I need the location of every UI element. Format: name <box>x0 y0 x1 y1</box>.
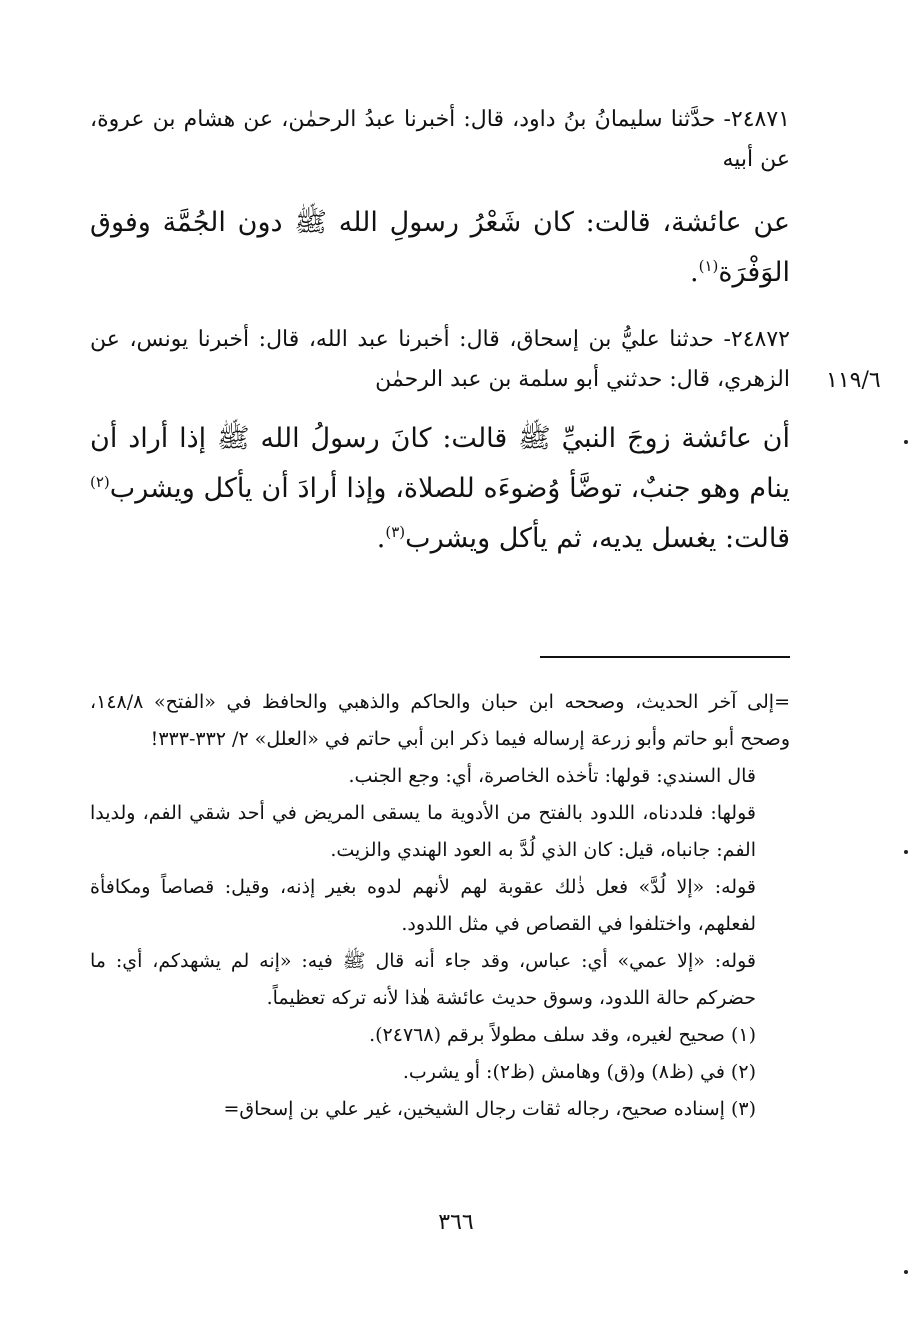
footnote-3: (٣) إسناده صحيح، رجاله ثقات رجال الشيخين، غير علي بن إسحاق= <box>223 1098 756 1120</box>
scan-speck <box>904 440 908 444</box>
sindi-comment-1: قال السندي: قولها: تأخذه الخاصرة، أي: وجع الجنب. <box>348 765 756 787</box>
footnote-separator-rule <box>540 656 790 658</box>
sindi-comment-3: قوله: «إلا لُدَّ» فعل ذٰلك عقوبة لهم لأنهم لدوه بغير إذنه، وقيل: قصاصاً ومكافأة لفعلهم، واختلفوا في القصاص في مثل اللدود. <box>90 876 756 935</box>
footnote-marker-3: (٣) <box>385 523 406 541</box>
footnote-1: (١) صحيح لغيره، وقد سلف مطولاً برقم (٢٤٧٦٨). <box>369 1024 756 1046</box>
hadith-24871-chain <box>90 100 790 180</box>
footnote-marker-1: (١) <box>698 257 719 275</box>
footnote-continuation: =إلى آخر الحديث، وصححه ابن حبان والحاكم والذهبي والحافظ في «الفتح» ١٤٨/٨، وصحح أبو حاتم وأبو زرعة إرساله فيما ذكر ابن أبي حاتم في «العلل» ٢/ ٣٣٢-٣٣٣! <box>90 691 790 750</box>
hadith-24871-chain-text: ٢٤٨٧١- حدَّثنا سليمانُ بنُ داود، قال: أخبرنا عبدُ الرحمٰن، عن هشام بن عروة، عن أبيه <box>90 107 790 172</box>
hadith-24872-matn-part2: قالت: يغسل يديه، ثم يأكل ويشرب <box>405 523 790 554</box>
footnote-2: (٢) في (ظ٨) و(ق) وهامش (ظ٢): أو يشرب. <box>402 1061 756 1083</box>
hadith-24872-chain <box>90 320 790 400</box>
page-number: ٣٦٦ <box>438 1210 474 1235</box>
footnote-marker-2: (٢) <box>90 473 110 491</box>
hadith-24872-matn <box>90 414 790 564</box>
hadith-24872-chain-text: ٢٤٨٧٢- حدثنا عليُّ بن إسحاق، قال: أخبرنا عبد الله، قال: أخبرنا يونس، عن الزهري، قال: حدثني أبو سلمة بن عبد الرحمٰن <box>90 327 790 392</box>
hadith-24871-matn <box>90 198 790 298</box>
hadith-24871-end: . <box>689 257 699 288</box>
hadith-24872-matn-part1: أن عائشة زوجَ النبيِّ ﷺ قالت: كانَ رسولُ الله ﷺ إذا أراد أن ينام وهو جنبٌ، توضَّأ وُضوءَه للصلاة، وإذا أرادَ أن يأكل ويشرب <box>90 423 790 504</box>
scan-speck <box>904 1270 908 1274</box>
margin-volume-page-reference: ١١٩/٦ <box>826 368 881 393</box>
sindi-comment-4: قوله: «إلا عمي» أي: عباس، وقد جاء أنه قال ﷺ فيه: «إنه لم يشهدكم، أي: ما حضركم حالة اللدود، وسوق حديث عائشة هٰذا لأنه تركه تعظيماً. <box>90 950 756 1009</box>
footnotes-section <box>90 684 790 1128</box>
scan-speck <box>904 850 908 854</box>
hadith-24872-end: . <box>376 523 386 554</box>
hadith-24871-matn-text: عن عائشة، قالت: كان شَعْرُ رسولِ الله ﷺ دون الجُمَّة وفوق الوَفْرَة <box>90 207 790 288</box>
sindi-comment-2: قولها: فلددناه، اللدود بالفتح من الأدوية ما يسقى المريض في أحد شقي الفم، ولديدا الفم: جانباه، قيل: كان الذي لُدَّ به العود الهندي والزيت. <box>90 802 756 861</box>
